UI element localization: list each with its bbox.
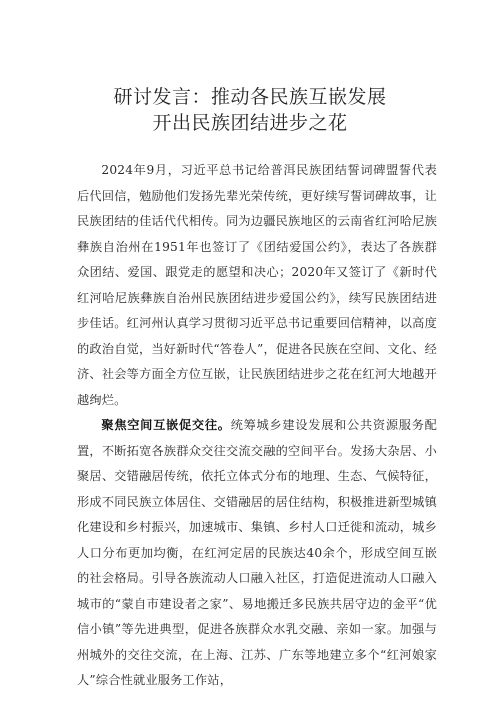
document-title xyxy=(0,84,500,136)
paragraph xyxy=(77,158,437,413)
document-body xyxy=(77,158,437,694)
paragraph-lead: 聚焦空间互嵌促交往。 xyxy=(101,418,231,432)
paragraph xyxy=(77,413,437,694)
title-line-1: 研讨发言：推动各民族互嵌发展 xyxy=(113,86,387,108)
title-line-2: 开出民族团结进步之花 xyxy=(152,112,348,134)
paragraph-text: 2024年9月，习近平总书记给普洱民族团结誓词碑盟誓代表后代回信，勉励他们发扬先辈光荣传统，更好续写誓词碑故事，让民族团结的佳话代代相传。同为边疆民族地区的云南省红河哈尼族彝族自治州在1951年也签订了《团结爱国公约》，表达了各族群众团结、爱国、跟党走的愿望和决心；2020年又签订了《新时代红河哈尼族彝族自治州民族团结进步爱国公约》，续写民族团结进步佳话。红河州认真学习贯彻习近平总书记重要回信精神，以高度的政治自觉，当好新时代“答卷人”，促进各民族在空间、文化、经济、社会等方面全方位互嵌，让民族团结进步之花在红河大地越开越绚烂。 xyxy=(77,163,437,407)
paragraph-text: 统筹城乡建设发展和公共资源服务配置，不断拓宽各族群众交往交流交融的空间平台。发扬大杂居、小聚居、交错融居传统，依托立体式分布的地理、生态、气候特征，形成不同民族立体居住、交错融居的居住结构，积极推进新型城镇化建设和乡村振兴，加速城市、集镇、乡村人口迁徙和流动，城乡人口分布更加均衡，在红河定居的民族达40余个，形成空间互嵌的社会格局。引导各族流动人口融入社区，打造促进流动人口融入城市的“蒙自市建设者之家”、易地搬迁多民族共居守边的金平“优信小镇”等先进典型，促进各族群众水乳交融、亲如一家。加强与州城外的交往交流，在上海、江苏、广东等地建立多个“红河娘家人”综合性就业服务工作站， xyxy=(77,418,438,687)
